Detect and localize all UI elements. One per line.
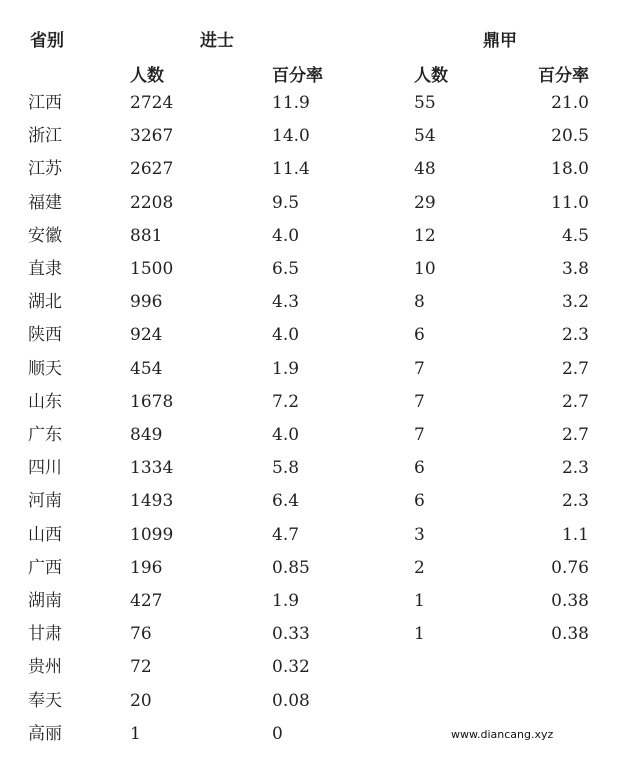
dingjia-percent-cell: 0.38 xyxy=(551,591,589,611)
jinshi-count-cell: 996 xyxy=(130,292,163,312)
dingjia-count-cell: 7 xyxy=(414,425,425,445)
dingjia-percent-cell: 2.7 xyxy=(561,359,589,379)
dingjia-group-header: 鼎甲 xyxy=(483,31,517,51)
dingjia-count-header: 人数 xyxy=(414,66,448,86)
dingjia-count-cell: 6 xyxy=(414,458,425,478)
jinshi-count-cell: 1 xyxy=(130,724,141,744)
province-cell: 贵州 xyxy=(28,657,62,677)
jinshi-percent-cell: 0.08 xyxy=(272,691,310,711)
watermark-text: www.diancang.xyz xyxy=(451,728,554,741)
dingjia-percent-cell: 2.3 xyxy=(561,491,589,511)
dingjia-percent-cell: 0.76 xyxy=(551,558,589,578)
dingjia-count-cell: 10 xyxy=(414,259,436,279)
jinshi-percent-cell: 11.4 xyxy=(272,159,310,179)
province-header: 省别 xyxy=(30,31,64,51)
jinshi-count-cell: 76 xyxy=(130,624,152,644)
dingjia-percent-header: 百分率 xyxy=(538,66,589,86)
province-cell: 高丽 xyxy=(28,724,62,744)
jinshi-percent-cell: 14.0 xyxy=(272,126,310,146)
jinshi-percent-cell: 7.2 xyxy=(272,392,300,412)
jinshi-count-cell: 427 xyxy=(130,591,163,611)
jinshi-count-cell: 454 xyxy=(130,359,163,379)
dingjia-percent-cell: 2.7 xyxy=(561,425,589,445)
jinshi-count-cell: 2724 xyxy=(130,93,174,113)
dingjia-count-cell: 6 xyxy=(414,325,425,345)
jinshi-percent-cell: 4.3 xyxy=(272,292,300,312)
jinshi-percent-cell: 4.0 xyxy=(272,325,300,345)
jinshi-count-cell: 72 xyxy=(130,657,152,677)
jinshi-count-cell: 1500 xyxy=(130,259,174,279)
jinshi-percent-cell: 4.0 xyxy=(272,226,300,246)
dingjia-count-cell: 2 xyxy=(414,558,425,578)
dingjia-count-cell: 6 xyxy=(414,491,425,511)
jinshi-count-cell: 1334 xyxy=(130,458,174,478)
jinshi-count-cell: 881 xyxy=(130,226,163,246)
jinshi-percent-cell: 0.32 xyxy=(272,657,310,677)
province-cell: 湖南 xyxy=(28,591,62,611)
jinshi-percent-cell: 6.5 xyxy=(272,259,300,279)
province-cell: 广东 xyxy=(28,425,62,445)
jinshi-percent-cell: 9.5 xyxy=(272,193,300,213)
province-cell: 陕西 xyxy=(28,325,62,345)
jinshi-percent-cell: 4.0 xyxy=(272,425,300,445)
province-cell: 直隶 xyxy=(28,259,62,279)
dingjia-count-cell: 1 xyxy=(414,624,425,644)
dingjia-percent-cell: 2.3 xyxy=(561,325,589,345)
dingjia-count-cell: 55 xyxy=(414,93,436,113)
dingjia-count-cell: 29 xyxy=(414,193,436,213)
dingjia-count-cell: 7 xyxy=(414,392,425,412)
dingjia-percent-cell: 20.5 xyxy=(551,126,589,146)
dingjia-percent-cell: 11.0 xyxy=(551,193,589,213)
jinshi-percent-cell: 0.33 xyxy=(272,624,310,644)
dingjia-percent-cell: 1.1 xyxy=(561,525,589,545)
dingjia-count-cell: 54 xyxy=(414,126,436,146)
jinshi-count-cell: 20 xyxy=(130,691,152,711)
province-cell: 河南 xyxy=(28,491,62,511)
province-cell: 安徽 xyxy=(28,226,62,246)
province-cell: 甘肃 xyxy=(28,624,62,644)
province-cell: 奉天 xyxy=(28,691,62,711)
jinshi-count-cell: 1099 xyxy=(130,525,174,545)
dingjia-percent-cell: 3.2 xyxy=(561,292,589,312)
dingjia-count-cell: 48 xyxy=(414,159,436,179)
jinshi-count-cell: 2208 xyxy=(130,193,174,213)
province-cell: 浙江 xyxy=(28,126,62,146)
province-cell: 山东 xyxy=(28,392,62,412)
jinshi-percent-cell: 0.85 xyxy=(272,558,310,578)
dingjia-count-cell: 8 xyxy=(414,292,425,312)
jinshi-percent-cell: 0 xyxy=(272,724,283,744)
province-cell: 四川 xyxy=(28,458,62,478)
jinshi-count-header: 人数 xyxy=(130,66,164,86)
jinshi-count-cell: 3267 xyxy=(130,126,174,146)
jinshi-count-cell: 849 xyxy=(130,425,163,445)
province-cell: 湖北 xyxy=(28,292,62,312)
jinshi-percent-cell: 6.4 xyxy=(272,491,300,511)
dingjia-count-cell: 3 xyxy=(414,525,425,545)
jinshi-count-cell: 924 xyxy=(130,325,163,345)
dingjia-count-cell: 12 xyxy=(414,226,436,246)
jinshi-percent-cell: 11.9 xyxy=(272,93,310,113)
province-cell: 江西 xyxy=(28,93,62,113)
province-cell: 顺天 xyxy=(28,359,62,379)
jinshi-count-cell: 2627 xyxy=(130,159,174,179)
jinshi-percent-header: 百分率 xyxy=(272,66,323,86)
jinshi-count-cell: 1678 xyxy=(130,392,174,412)
dingjia-count-cell: 1 xyxy=(414,591,425,611)
dingjia-percent-cell: 0.38 xyxy=(551,624,589,644)
dingjia-percent-cell: 2.3 xyxy=(561,458,589,478)
province-cell: 福建 xyxy=(28,193,62,213)
dingjia-count-cell: 7 xyxy=(414,359,425,379)
jinshi-count-cell: 1493 xyxy=(130,491,174,511)
province-cell: 山西 xyxy=(28,525,62,545)
dingjia-percent-cell: 21.0 xyxy=(551,93,589,113)
jinshi-percent-cell: 5.8 xyxy=(272,458,300,478)
province-cell: 广西 xyxy=(28,558,62,578)
jinshi-percent-cell: 4.7 xyxy=(272,525,300,545)
jinshi-count-cell: 196 xyxy=(130,558,163,578)
dingjia-percent-cell: 4.5 xyxy=(561,226,589,246)
jinshi-percent-cell: 1.9 xyxy=(272,591,300,611)
dingjia-percent-cell: 2.7 xyxy=(561,392,589,412)
jinshi-group-header: 进士 xyxy=(200,31,234,51)
dingjia-percent-cell: 3.8 xyxy=(561,259,589,279)
province-cell: 江苏 xyxy=(28,159,62,179)
dingjia-percent-cell: 18.0 xyxy=(551,159,589,179)
jinshi-percent-cell: 1.9 xyxy=(272,359,300,379)
